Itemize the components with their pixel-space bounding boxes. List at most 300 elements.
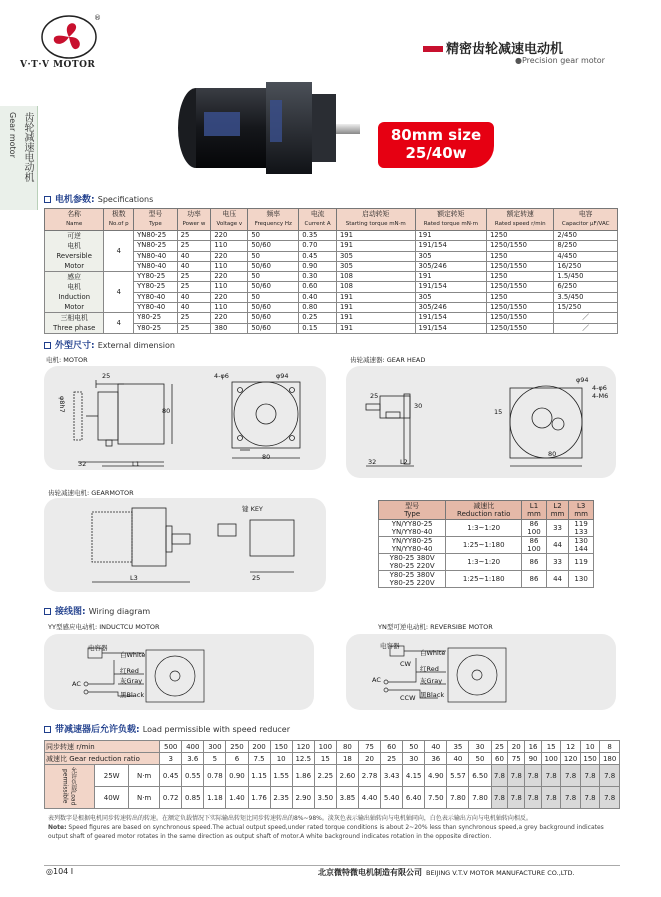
spec-cell: 1250 — [487, 251, 554, 261]
spec-cell: 50 — [248, 292, 299, 302]
dim-motor-4phi6: 4-φ6 — [214, 372, 229, 380]
spec-cell: 50 — [248, 272, 299, 282]
footer-company — [318, 867, 575, 878]
load-value-cell: 4.90 — [425, 765, 447, 787]
spec-cell: 25 — [177, 272, 211, 282]
load-value-cell: 7.8 — [580, 787, 599, 809]
spec-cell: 40 — [177, 302, 211, 312]
spec-cell: 380 — [211, 323, 248, 334]
ratio-type: YN/YY80-25 YN/YY80-40 — [379, 520, 446, 537]
spec-cell: 0.35 — [299, 231, 337, 241]
ratio-col-header — [546, 501, 568, 520]
section-square-icon — [44, 726, 51, 733]
ratio-l1: 86 — [522, 554, 547, 571]
side-tab-en: Gear motor — [8, 112, 17, 158]
dim-gear-L2: L2 — [400, 458, 408, 466]
load-value-cell: 2.25 — [314, 765, 336, 787]
spec-cell: 1250 — [487, 231, 554, 241]
load-ratio-cell: 40 — [447, 753, 469, 765]
section-dimension-cn: 外型尺寸: — [55, 341, 95, 351]
load-ratio-label — [45, 753, 160, 765]
load-value-cell: 7.8 — [491, 765, 508, 787]
dim-motor-phi8: φ8h7 — [58, 396, 66, 413]
load-speed-cell: 20 — [508, 741, 525, 753]
load-speed-cell: 150 — [270, 741, 292, 753]
wiring-right-capacitor: 电容器 — [380, 642, 400, 650]
spec-body — [45, 231, 618, 334]
section-square-icon — [44, 342, 51, 349]
spec-cell: 0.30 — [299, 272, 337, 282]
wiring-left-black: 黑Black — [120, 691, 145, 699]
section-square-icon — [44, 196, 51, 203]
load-speed-cell: 35 — [447, 741, 469, 753]
load-unit: N·m — [129, 787, 160, 809]
spec-col-en: No.of p — [108, 221, 129, 227]
ratio-col-header — [569, 501, 594, 520]
ratio-l2: 44 — [546, 537, 568, 554]
load-speed-cell: 250 — [226, 741, 248, 753]
spec-row — [45, 272, 618, 282]
ratio-type: YN/YY80-25 YN/YY80-40 — [379, 537, 446, 554]
gearmotor-dim-label: 齿轮减速电机: GEARMOTOR — [48, 489, 134, 497]
load-value-cell: 7.8 — [508, 765, 525, 787]
load-power: 40W — [95, 787, 129, 809]
load-ratio-cell: 100 — [541, 753, 560, 765]
spec-cell: 40 — [177, 251, 211, 261]
spec-col-cn: 极数 — [111, 210, 126, 218]
ratio-col-en: mm — [550, 510, 565, 518]
spec-cell: 50/60 — [248, 261, 299, 271]
load-speed-cell: 50 — [403, 741, 425, 753]
gear-motor-photo — [174, 80, 364, 178]
load-ratio-unit: Gear reduction ratio — [69, 754, 140, 763]
load-value-cell: 2.35 — [270, 787, 292, 809]
spec-col-cn: 名称 — [67, 210, 81, 218]
spec-cell: 50 — [248, 231, 299, 241]
load-ratio-cell: 18 — [336, 753, 358, 765]
load-ratio-cell: 3.6 — [182, 753, 204, 765]
spec-cell: 110 — [211, 241, 248, 251]
load-ratio-cell: 20 — [358, 753, 380, 765]
spec-group-poles: 4 — [104, 313, 134, 334]
load-value-cell: 1.76 — [248, 787, 270, 809]
spec-group-name: 三相电机 Three phase — [45, 313, 104, 334]
spec-cell: 191/154 — [415, 323, 487, 334]
load-table — [44, 740, 620, 809]
ratio-col-en: mm — [574, 510, 588, 518]
spec-cell: 1250 — [487, 292, 554, 302]
spec-cell: 1250/1550 — [487, 323, 554, 334]
ratio-table — [378, 500, 594, 588]
ratio-l3: 119 133 — [569, 520, 594, 537]
spec-cell: 305/246 — [415, 261, 487, 271]
dim-motor-32: 32 — [78, 460, 87, 468]
spec-cell: 1250/1550 — [487, 261, 554, 271]
spec-cell: 0.70 — [299, 241, 337, 251]
section-dimension — [44, 338, 175, 351]
spec-col-cn: 额定转矩 — [437, 210, 465, 218]
load-value-cell: 1.18 — [204, 787, 226, 809]
spec-cell: 191/154 — [415, 241, 487, 251]
ratio-col-cn: L2 — [553, 502, 562, 510]
ratio-type: Y80-25 380V Y80-25 220V — [379, 554, 446, 571]
section-wiring-cn: 接线图: — [55, 607, 86, 617]
dim-motor-25: 25 — [102, 372, 111, 380]
spec-cell: 0.45 — [299, 251, 337, 261]
ratio-col-cn: L1 — [529, 502, 539, 510]
wiring-left-capacitor: 电容器 — [88, 644, 108, 652]
section-square-icon — [44, 608, 51, 615]
load-value-cell: 0.45 — [160, 765, 182, 787]
note-en-line — [48, 823, 616, 841]
load-speed-cell: 120 — [292, 741, 314, 753]
ratio-row — [379, 520, 594, 537]
spec-col-en: Power w — [182, 221, 206, 227]
spec-cell: YN80-40 — [134, 251, 177, 261]
load-ratio-cell: 75 — [508, 753, 525, 765]
size-badge — [378, 122, 494, 168]
spec-col-en: Rated speed r/min — [494, 221, 546, 227]
page-title-en-text: Precision gear motor — [521, 56, 605, 65]
load-speed-cell: 30 — [469, 741, 491, 753]
title-accent-bar — [423, 46, 443, 52]
section-specifications-en: Specifications — [97, 195, 154, 204]
load-speed-cell: 15 — [541, 741, 560, 753]
load-value-cell: 5.57 — [447, 765, 469, 787]
spec-cell: 191 — [415, 272, 487, 282]
load-value-row — [45, 765, 620, 787]
spec-row — [45, 313, 618, 324]
load-ratio-cell: 7.5 — [248, 753, 270, 765]
load-speed-cell: 40 — [425, 741, 447, 753]
section-specifications-cn: 电机参数: — [55, 195, 95, 205]
wiring-right-gray: 灰Gray — [420, 677, 443, 685]
spec-col-header — [415, 209, 487, 231]
load-value-cell: 3.50 — [314, 787, 336, 809]
ratio-col-cn: 减速比 — [473, 502, 495, 510]
load-side-en: Load permissible — [61, 769, 77, 806]
load-ratio-cell: 10 — [270, 753, 292, 765]
spec-col-header — [336, 209, 415, 231]
ratio-col-en: Type — [404, 510, 421, 518]
spec-cell: 220 — [211, 313, 248, 324]
spec-col-en: Frequency Hz — [254, 221, 292, 227]
spec-cell: YY80-40 — [134, 292, 177, 302]
spec-col-header — [45, 209, 104, 231]
load-ratio-label-cn: 减速比 — [46, 754, 67, 763]
load-ratio-cell: 30 — [403, 753, 425, 765]
load-speed-unit: r/min — [76, 742, 95, 751]
spec-col-header — [487, 209, 554, 231]
load-speed-cell: 75 — [358, 741, 380, 753]
load-unit: N·m — [129, 765, 160, 787]
wiring-right-white: 白White — [420, 649, 446, 657]
note-label: Note: — [48, 824, 67, 831]
page-title-cn: 精密齿轮减速电动机 — [446, 42, 564, 57]
load-speed-cell: 80 — [336, 741, 358, 753]
spec-cell: 220 — [211, 231, 248, 241]
load-value-cell: 0.90 — [226, 765, 248, 787]
size-badge-line2: 25/40w — [405, 144, 467, 162]
ratio-row — [379, 571, 594, 588]
spec-cell: 191/154 — [415, 282, 487, 292]
dim-gear-25: 25 — [370, 392, 379, 400]
load-value-cell: 0.55 — [182, 765, 204, 787]
spec-cell: 305/246 — [415, 302, 487, 312]
dim-gear-4phi6: 4-φ6 — [592, 384, 607, 392]
load-ratio-cell: 90 — [525, 753, 542, 765]
dim-gear-15: 15 — [494, 408, 503, 416]
spec-cell: 191 — [336, 323, 415, 334]
ratio-col-header — [446, 501, 522, 520]
spec-cell: YY80-25 — [134, 282, 177, 292]
load-value-cell: 7.80 — [447, 787, 469, 809]
registered-mark: ® — [94, 14, 101, 22]
load-speed-cell: 12 — [561, 741, 580, 753]
spec-cell: 0.40 — [299, 292, 337, 302]
load-speed-row — [45, 741, 620, 753]
dim-gear-32: 32 — [368, 458, 377, 466]
load-ratio-cell: 50 — [469, 753, 491, 765]
spec-cell: 1250/1550 — [487, 313, 554, 324]
spec-col-cn: 型号 — [148, 210, 163, 218]
load-value-cell: 3.85 — [336, 787, 358, 809]
spec-cell: 8/250 — [554, 241, 618, 251]
load-value-cell: 7.8 — [525, 765, 542, 787]
load-speed-cell: 25 — [491, 741, 508, 753]
dim-gear-4m6: 4-M6 — [592, 392, 609, 400]
spec-header-row — [45, 209, 618, 231]
footer-company-en: BEIJING V.T.V MOTOR MANUFACTURE CO.,LTD. — [426, 869, 575, 877]
wiring-right-ccw: CCW — [400, 694, 416, 702]
spec-cell: 50/60 — [248, 282, 299, 292]
page-title-en: ●Precision gear motor — [515, 56, 605, 65]
dim-gear-80: 80 — [548, 450, 557, 458]
ratio-col-header — [379, 501, 446, 520]
load-value-cell: 7.80 — [469, 787, 491, 809]
vtv-logo-icon — [40, 14, 98, 60]
spec-cell: 191 — [336, 302, 415, 312]
spec-cell: YN80-40 — [134, 261, 177, 271]
load-value-cell: 7.50 — [425, 787, 447, 809]
spec-col-header — [177, 209, 211, 231]
spec-col-header — [248, 209, 299, 231]
load-value-cell: 2.90 — [292, 787, 314, 809]
spec-cell: 4/450 — [554, 251, 618, 261]
spec-cell: 40 — [177, 261, 211, 271]
spec-cell: 110 — [211, 302, 248, 312]
section-dimension-en: External dimension — [97, 341, 175, 350]
load-value-cell: 1.15 — [248, 765, 270, 787]
spec-cell: ／ — [554, 323, 618, 334]
spec-group-poles: 4 — [104, 272, 134, 313]
wiring-right-red: 红Red — [420, 665, 439, 673]
load-value-cell: 0.78 — [204, 765, 226, 787]
spec-cell: 305 — [336, 251, 415, 261]
spec-cell: ／ — [554, 313, 618, 324]
footer-company-cn: 北京微特微电机制造有限公司 — [318, 868, 422, 877]
spec-group-poles: 4 — [104, 231, 134, 272]
load-value-cell: 4.15 — [403, 765, 425, 787]
ratio-l3: 130 — [569, 571, 594, 588]
spec-cell: YN80-25 — [134, 231, 177, 241]
ratio-col-en: Reduction ratio — [457, 510, 511, 518]
spec-col-en: Starting torque mN·m — [345, 221, 406, 227]
spec-cell: 25 — [177, 323, 211, 334]
spec-col-en: Rated torque mN·m — [423, 221, 478, 227]
gearmotor-dimension-drawing — [44, 498, 326, 592]
load-side-label — [45, 765, 95, 809]
load-speed-cell: 400 — [182, 741, 204, 753]
ratio-l1: 86 100 — [522, 520, 547, 537]
spec-cell: 108 — [336, 272, 415, 282]
load-value-row — [45, 787, 620, 809]
footer-divider — [44, 865, 620, 866]
spec-cell: 2/450 — [554, 231, 618, 241]
load-speed-label-cn: 同步转速 — [46, 742, 74, 751]
brand-name: V·T·V MOTOR — [20, 60, 96, 70]
key-label: 键 KEY — [242, 505, 263, 513]
spec-col-en: Voltage v — [216, 221, 243, 227]
load-value-cell: 5.40 — [381, 787, 403, 809]
load-ratio-cell: 12.5 — [292, 753, 314, 765]
motor-dimension-drawing — [44, 366, 326, 470]
load-value-cell: 7.8 — [561, 787, 580, 809]
spec-cell: 1250/1550 — [487, 282, 554, 292]
ratio-l2: 33 — [546, 554, 568, 571]
load-ratio-row — [45, 753, 620, 765]
spec-cell: 108 — [336, 282, 415, 292]
load-ratio-cell: 15 — [314, 753, 336, 765]
spec-col-header — [104, 209, 134, 231]
spec-group-name: 可逆 电机 Reversible Motor — [45, 231, 104, 272]
load-value-cell: 4.40 — [358, 787, 380, 809]
spec-cell: 0.60 — [299, 282, 337, 292]
spec-group-name: 感应 电机 Induction Motor — [45, 272, 104, 313]
load-value-cell: 7.8 — [541, 765, 560, 787]
ratio-reduction: 1:3~1:20 — [446, 520, 522, 537]
spec-cell: 191 — [415, 231, 487, 241]
spec-cell: 0.90 — [299, 261, 337, 271]
spec-cell: 1250 — [487, 272, 554, 282]
load-speed-cell: 500 — [160, 741, 182, 753]
load-ratio-cell: 3 — [160, 753, 182, 765]
load-value-cell: 7.8 — [491, 787, 508, 809]
spec-cell: 6/250 — [554, 282, 618, 292]
spec-cell: 25 — [177, 313, 211, 324]
spec-cell: Y80-25 — [134, 313, 177, 324]
spec-cell: YY80-25 — [134, 272, 177, 282]
wiring-right-label: YN型可逆电动机: REVERSIBE MOTOR — [378, 623, 493, 631]
load-value-cell: 6.50 — [469, 765, 491, 787]
ratio-l1: 86 — [522, 571, 547, 588]
section-load-cn: 带减速器后允许负载: — [55, 725, 140, 735]
ratio-row — [379, 554, 594, 571]
load-value-cell: 7.8 — [600, 787, 620, 809]
load-value-cell: 1.40 — [226, 787, 248, 809]
dim-gearmotor-L3: L3 — [130, 574, 138, 582]
spec-cell: 1250/1550 — [487, 241, 554, 251]
spec-col-header — [554, 209, 618, 231]
load-ratio-cell: 5 — [204, 753, 226, 765]
ratio-header-row — [379, 501, 594, 520]
ratio-reduction: 1:3~1:20 — [446, 554, 522, 571]
size-badge-line1: 80mm size — [390, 126, 482, 144]
load-speed-cell: 16 — [525, 741, 542, 753]
wiring-left-white: 白White — [120, 651, 146, 659]
note-cn: 表列数字是根据电机同步转速转出的转速。在额定负载情况下实际输出转矩比同步转速转出的8%~98%。淡灰色表示输出轴转向与电机轴同向，白色表示输出方向与电机轴转向相反。 — [48, 815, 532, 822]
ratio-type: Y80-25 380V Y80-25 220V — [379, 571, 446, 588]
ratio-row — [379, 537, 594, 554]
load-ratio-cell: 25 — [381, 753, 403, 765]
dim-gear-phi94: φ94 — [576, 376, 589, 384]
ratio-l2: 33 — [546, 520, 568, 537]
wiring-left-ac: AC — [72, 680, 81, 688]
spec-cell: 220 — [211, 251, 248, 261]
spec-cell: 191 — [336, 241, 415, 251]
load-speed-cell: 300 — [204, 741, 226, 753]
section-wiring-en: Wiring diagram — [88, 607, 151, 616]
load-speed-cell: 10 — [580, 741, 599, 753]
gearhead-dim-label: 齿轮减速器: GEAR HEAD — [350, 356, 426, 364]
spec-cell: Y80-25 — [134, 323, 177, 334]
section-wiring — [44, 604, 150, 617]
load-power: 25W — [95, 765, 129, 787]
spec-cell: 50/60 — [248, 313, 299, 324]
wiring-left-gray: 灰Gray — [120, 677, 143, 685]
spec-cell: 25 — [177, 282, 211, 292]
spec-cell: 191 — [336, 292, 415, 302]
load-ratio-cell: 180 — [600, 753, 620, 765]
spec-cell: 305 — [415, 251, 487, 261]
ratio-reduction: 1:25~1:180 — [446, 537, 522, 554]
motor-dim-label: 电机: MOTOR — [46, 356, 88, 364]
spec-cell: 50/60 — [248, 323, 299, 334]
spec-col-cn: 电容 — [578, 210, 593, 218]
spec-col-cn: 频率 — [266, 210, 281, 218]
spec-cell: 0.80 — [299, 302, 337, 312]
ratio-body — [379, 520, 594, 588]
spec-cell: 3.5/450 — [554, 292, 618, 302]
load-speed-cell: 60 — [381, 741, 403, 753]
load-value-cell: 7.8 — [600, 765, 620, 787]
wiring-left-red: 红Red — [120, 667, 139, 675]
spec-cell: 191 — [336, 313, 415, 324]
spec-col-en: Capacitor μF/VAC — [561, 221, 610, 227]
wiring-left-diagram — [44, 634, 314, 710]
load-value-cell: 7.8 — [525, 787, 542, 809]
spec-cell: 0.25 — [299, 313, 337, 324]
spec-row — [45, 231, 618, 241]
section-load — [44, 722, 290, 735]
spec-col-header — [134, 209, 177, 231]
spec-col-header — [211, 209, 248, 231]
spec-cell: 50/60 — [248, 241, 299, 251]
side-tab-cn: 齿轮减速电动机 — [22, 112, 33, 182]
spec-col-en: Type — [149, 221, 162, 227]
specifications-table — [44, 208, 618, 334]
load-side-cn: 允许负载 — [69, 767, 77, 792]
load-value-cell: 1.86 — [292, 765, 314, 787]
section-specifications — [44, 192, 153, 205]
spec-cell: 220 — [211, 272, 248, 282]
ratio-l3: 119 — [569, 554, 594, 571]
load-body — [45, 741, 620, 809]
load-value-cell: 0.72 — [160, 787, 182, 809]
load-speed-cell: 8 — [600, 741, 620, 753]
spec-cell: 220 — [211, 292, 248, 302]
wiring-right-ac: AC — [372, 676, 381, 684]
